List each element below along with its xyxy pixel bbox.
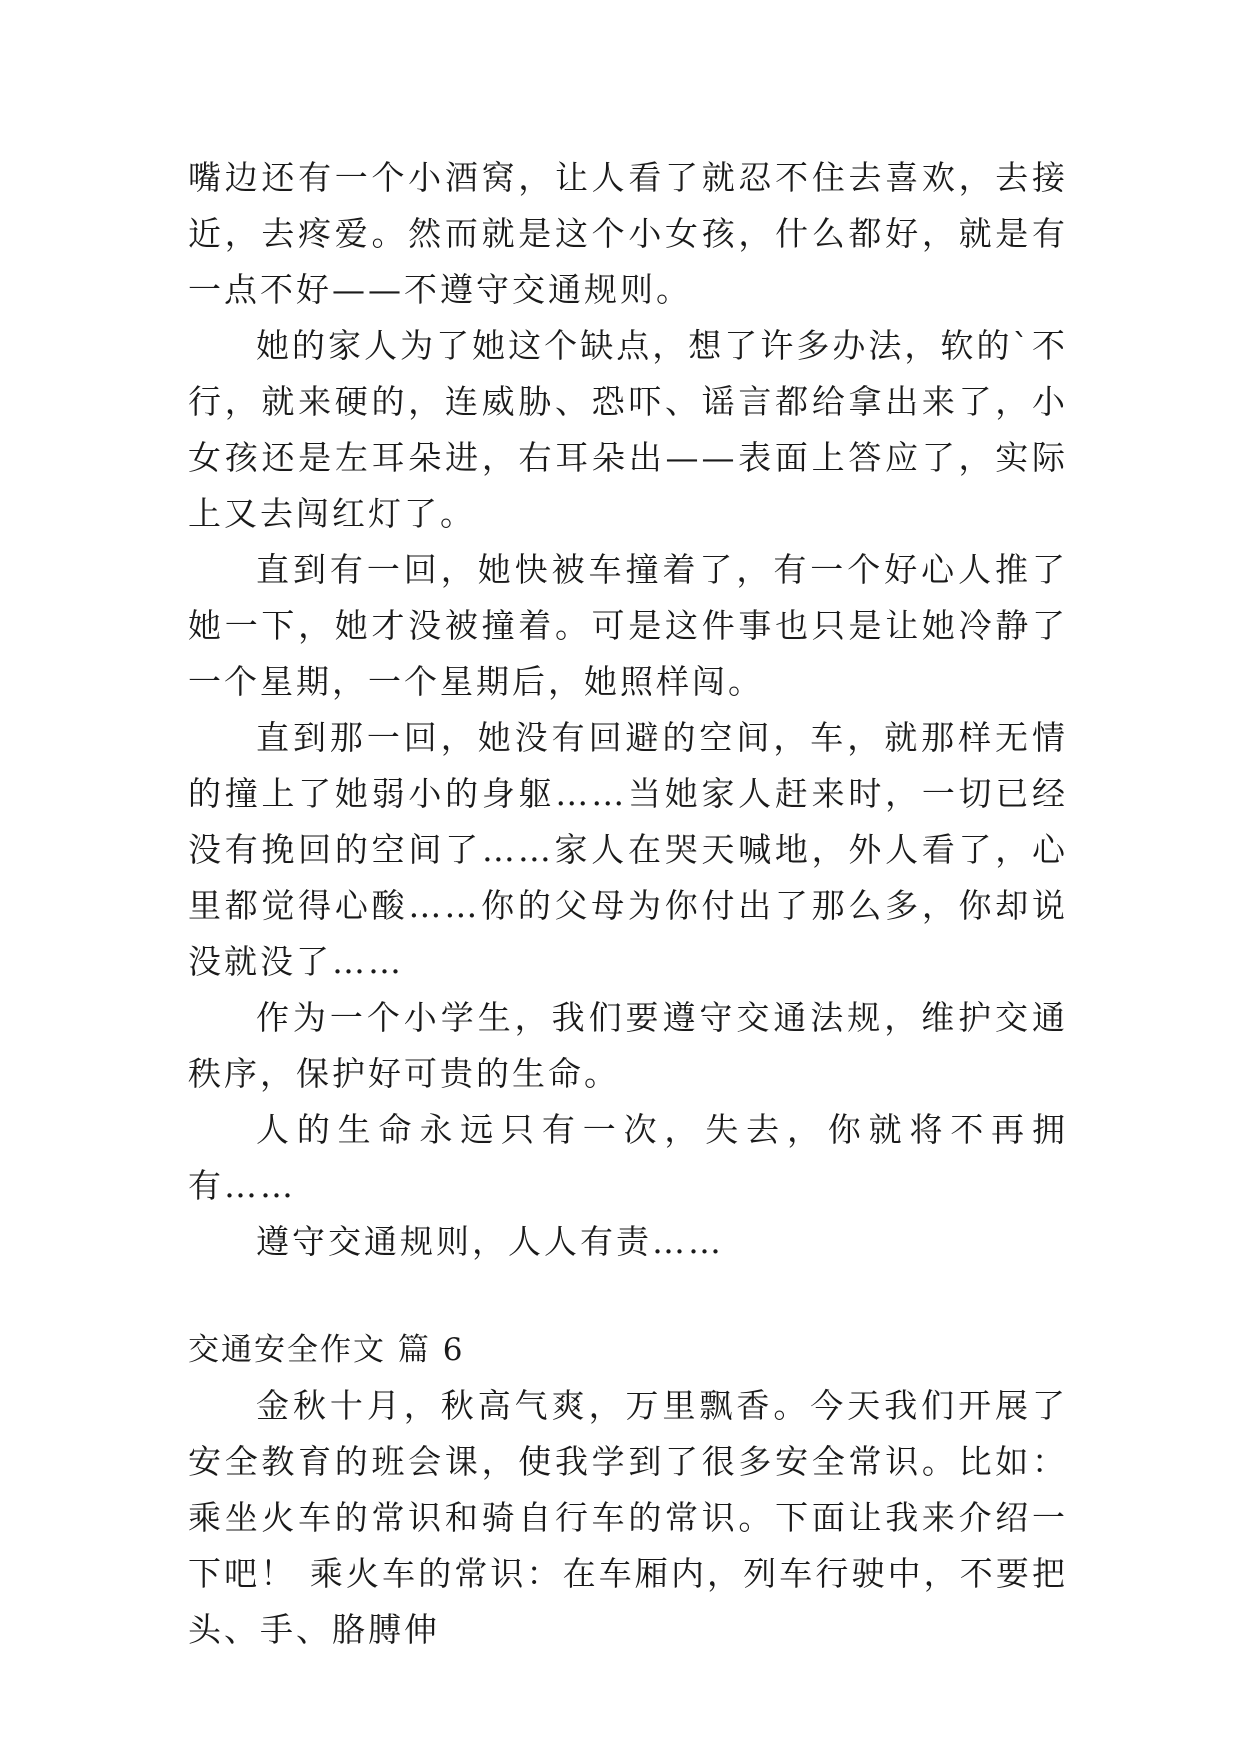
- paragraph-continuation: 嘴边还有一个小酒窝，让人看了就忍不住去喜欢，去接近，去疼爱。然而就是这个小女孩，什么都好，就是有一点不好——不遵守交通规则。: [188, 158, 1068, 309]
- paragraph-life-once: 人的生命永远只有一次，失去，你就将不再拥有……: [188, 1110, 1068, 1205]
- paragraph-everyone-responsible: 遵守交通规则，人人有责……: [256, 1222, 724, 1261]
- paragraph-golden-autumn: 金秋十月，秋高气爽，万里飘香。今天我们开展了安全教育的班会课，使我学到了很多安全常识。比如：乘坐火车的常识和骑自行车的常识。下面让我来介绍一下吧！ 乘火车的常识：在车厢内，列车行驶中，不要把头、手、胳膊伸: [188, 1386, 1068, 1649]
- paragraph-family-efforts: 她的家人为了她这个缺点，想了许多办法，软的`不行，就来硬的，连威胁、恐吓、谣言都给拿出来了，小女孩还是左耳朵进，右耳朵出——表面上答应了，实际上又去闯红灯了。: [188, 326, 1068, 533]
- section-heading: 交通安全作文 篇 6: [188, 1332, 465, 1368]
- paragraph-student-duty: 作为一个小学生，我们要遵守交通法规，维护交通秩序，保护好可贵的生命。: [188, 998, 1068, 1093]
- paragraph-accident: 直到那一回，她没有回避的空间，车，就那样无情的撞上了她弱小的身躯……当她家人赶来时，一切已经没有挽回的空间了……家人在哭天喊地，外人看了，心里都觉得心酸……你的父母为你付出了那么多，你却说没就没了……: [188, 718, 1068, 981]
- paragraph-near-accident: 直到有一回，她快被车撞着了，有一个好心人推了她一下，她才没被撞着。可是这件事也只是让她冷静了一个星期，一个星期后，她照样闯。: [188, 550, 1068, 701]
- document-body: [188, 150, 1068, 1658]
